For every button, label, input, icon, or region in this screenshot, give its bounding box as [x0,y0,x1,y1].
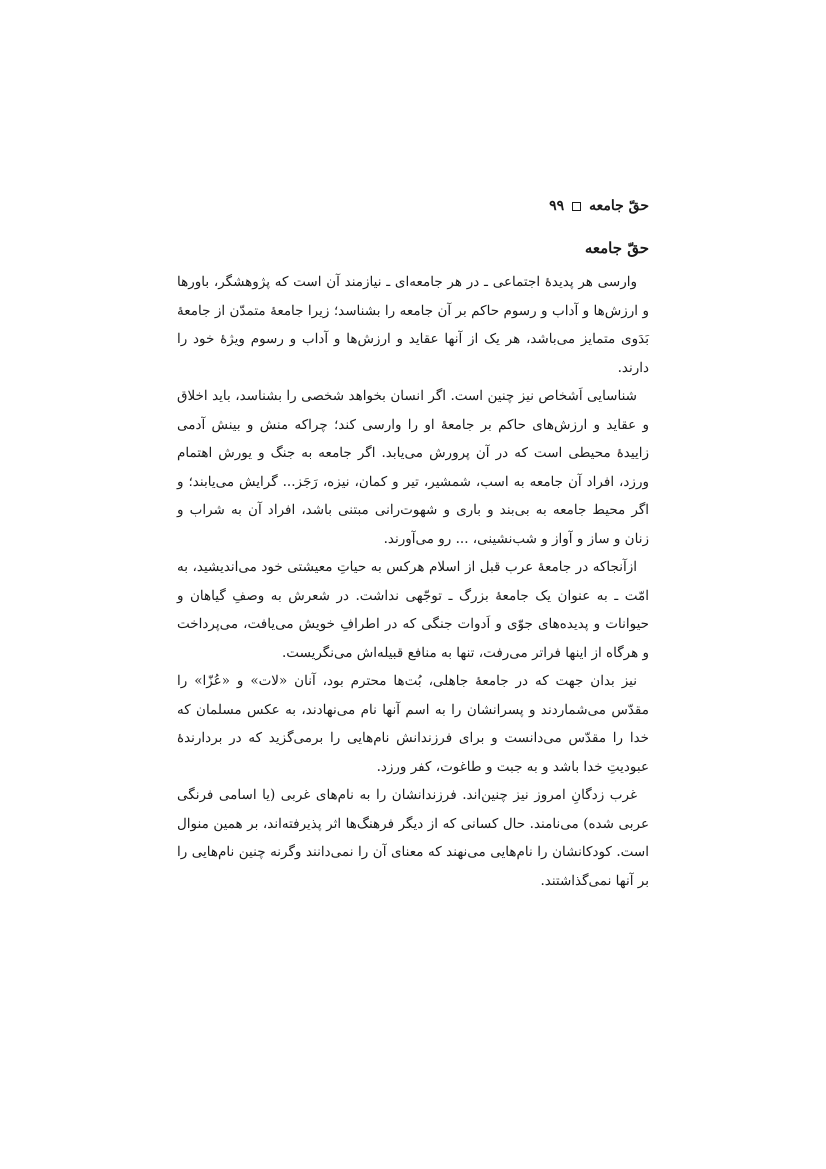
section-title: حقّ جامعه [584,239,649,257]
paragraph: نیز بدان جهت که در جامعهٔ جاهلی، بُت‌ها محترم بود، آنان «لات» و «عُزّا» را مقدّس می‌شماردند و پسرانشان را به اسم آنها نام می‌نهادند، به عکس مسلمان که خدا را مقدّس می‌دانست و برای فرزندانش نام‌هایی را برمی‌گزید که در بردارندهٔ عبودیتِ خدا باشد و به جبت و طاغوت، کفر ورزد. [177,673,649,775]
paragraph: وارسی هر پدیدهٔ اجتماعی ـ در هر جامعه‌ای ـ نیازمند آن است که پژوهشگر، باورها و ارزش‌ها و آداب و رسوم حاکم بر آن جامعه را بشناسد؛ زیرا جامعهٔ متمدّن از جامعهٔ بَدَوی متمایز می‌باشد، هر یک از آنها عقاید و ارزش‌ها و آداب و رسوم ویژهٔ خود را دارند. [177,274,649,376]
page-number: ۹۹ [549,198,565,214]
paragraph: ازآنجا‌که در جامعهٔ عرب قبل از اسلام هرکس به حیاتِ معیشتی خود می‌اندیشید، به امّت ـ به عنوان یک جامعهٔ بزرگ ـ توجّهی نداشت. در شعرش به وصفِ گیاهان و حیوانات و پدیده‌های جوّی و اَدوات جنگی که در اطرافِ خویش می‌یافت، می‌پرداخت و هرگاه از اینها فراتر می‌رفت، تنها به منافع قبیله‌اش می‌نگریست. [177,559,649,661]
paragraph: شناسایی اَشخاص نیز چنین است. اگر انسان بخواهد شخصی را بشناسد، باید اخلاق و عقاید و ارزش‌های حاکم بر جامعهٔ او را وارسی کند؛ چراکه منش و بینش آدمی زاییدهٔ محیطی است که در آن پرورش می‌یابد. اگر جامعه به جنگ و یورش اهتمام ورزد، افراد آن جامعه به اسب، شمشیر، تیر و کمان، نیزه، رَجَز... گرایش می‌یابند؛ و اگر محیط جامعه به بی‌بند و باری و شهوت‌رانی مبتنی باشد، افراد آن به شراب و زنان و ساز و آواز و شب‌نشینی، ... رو می‌آورند. [177,388,649,547]
running-head [549,198,649,214]
square-bullet-icon [572,202,581,211]
body-text [177,268,649,895]
paragraph: غرب زدگانِ امروز نیز چنین‌اند. فرزندانشان را به نام‌های غربی (یا اسامی فرنگی عربی شده) می‌نامند. حال کسانی که از دیگر فرهنگ‌ها اثر پذیرفته‌اند، بر همین منوال است. کودکانشان را نام‌هایی می‌نهند که معنای آن را نمی‌دانند وگرنه چنین نام‌هایی را بر آنها نمی‌گذاشتند. [177,787,649,889]
running-head-title: حقّ جامعه [589,198,649,214]
